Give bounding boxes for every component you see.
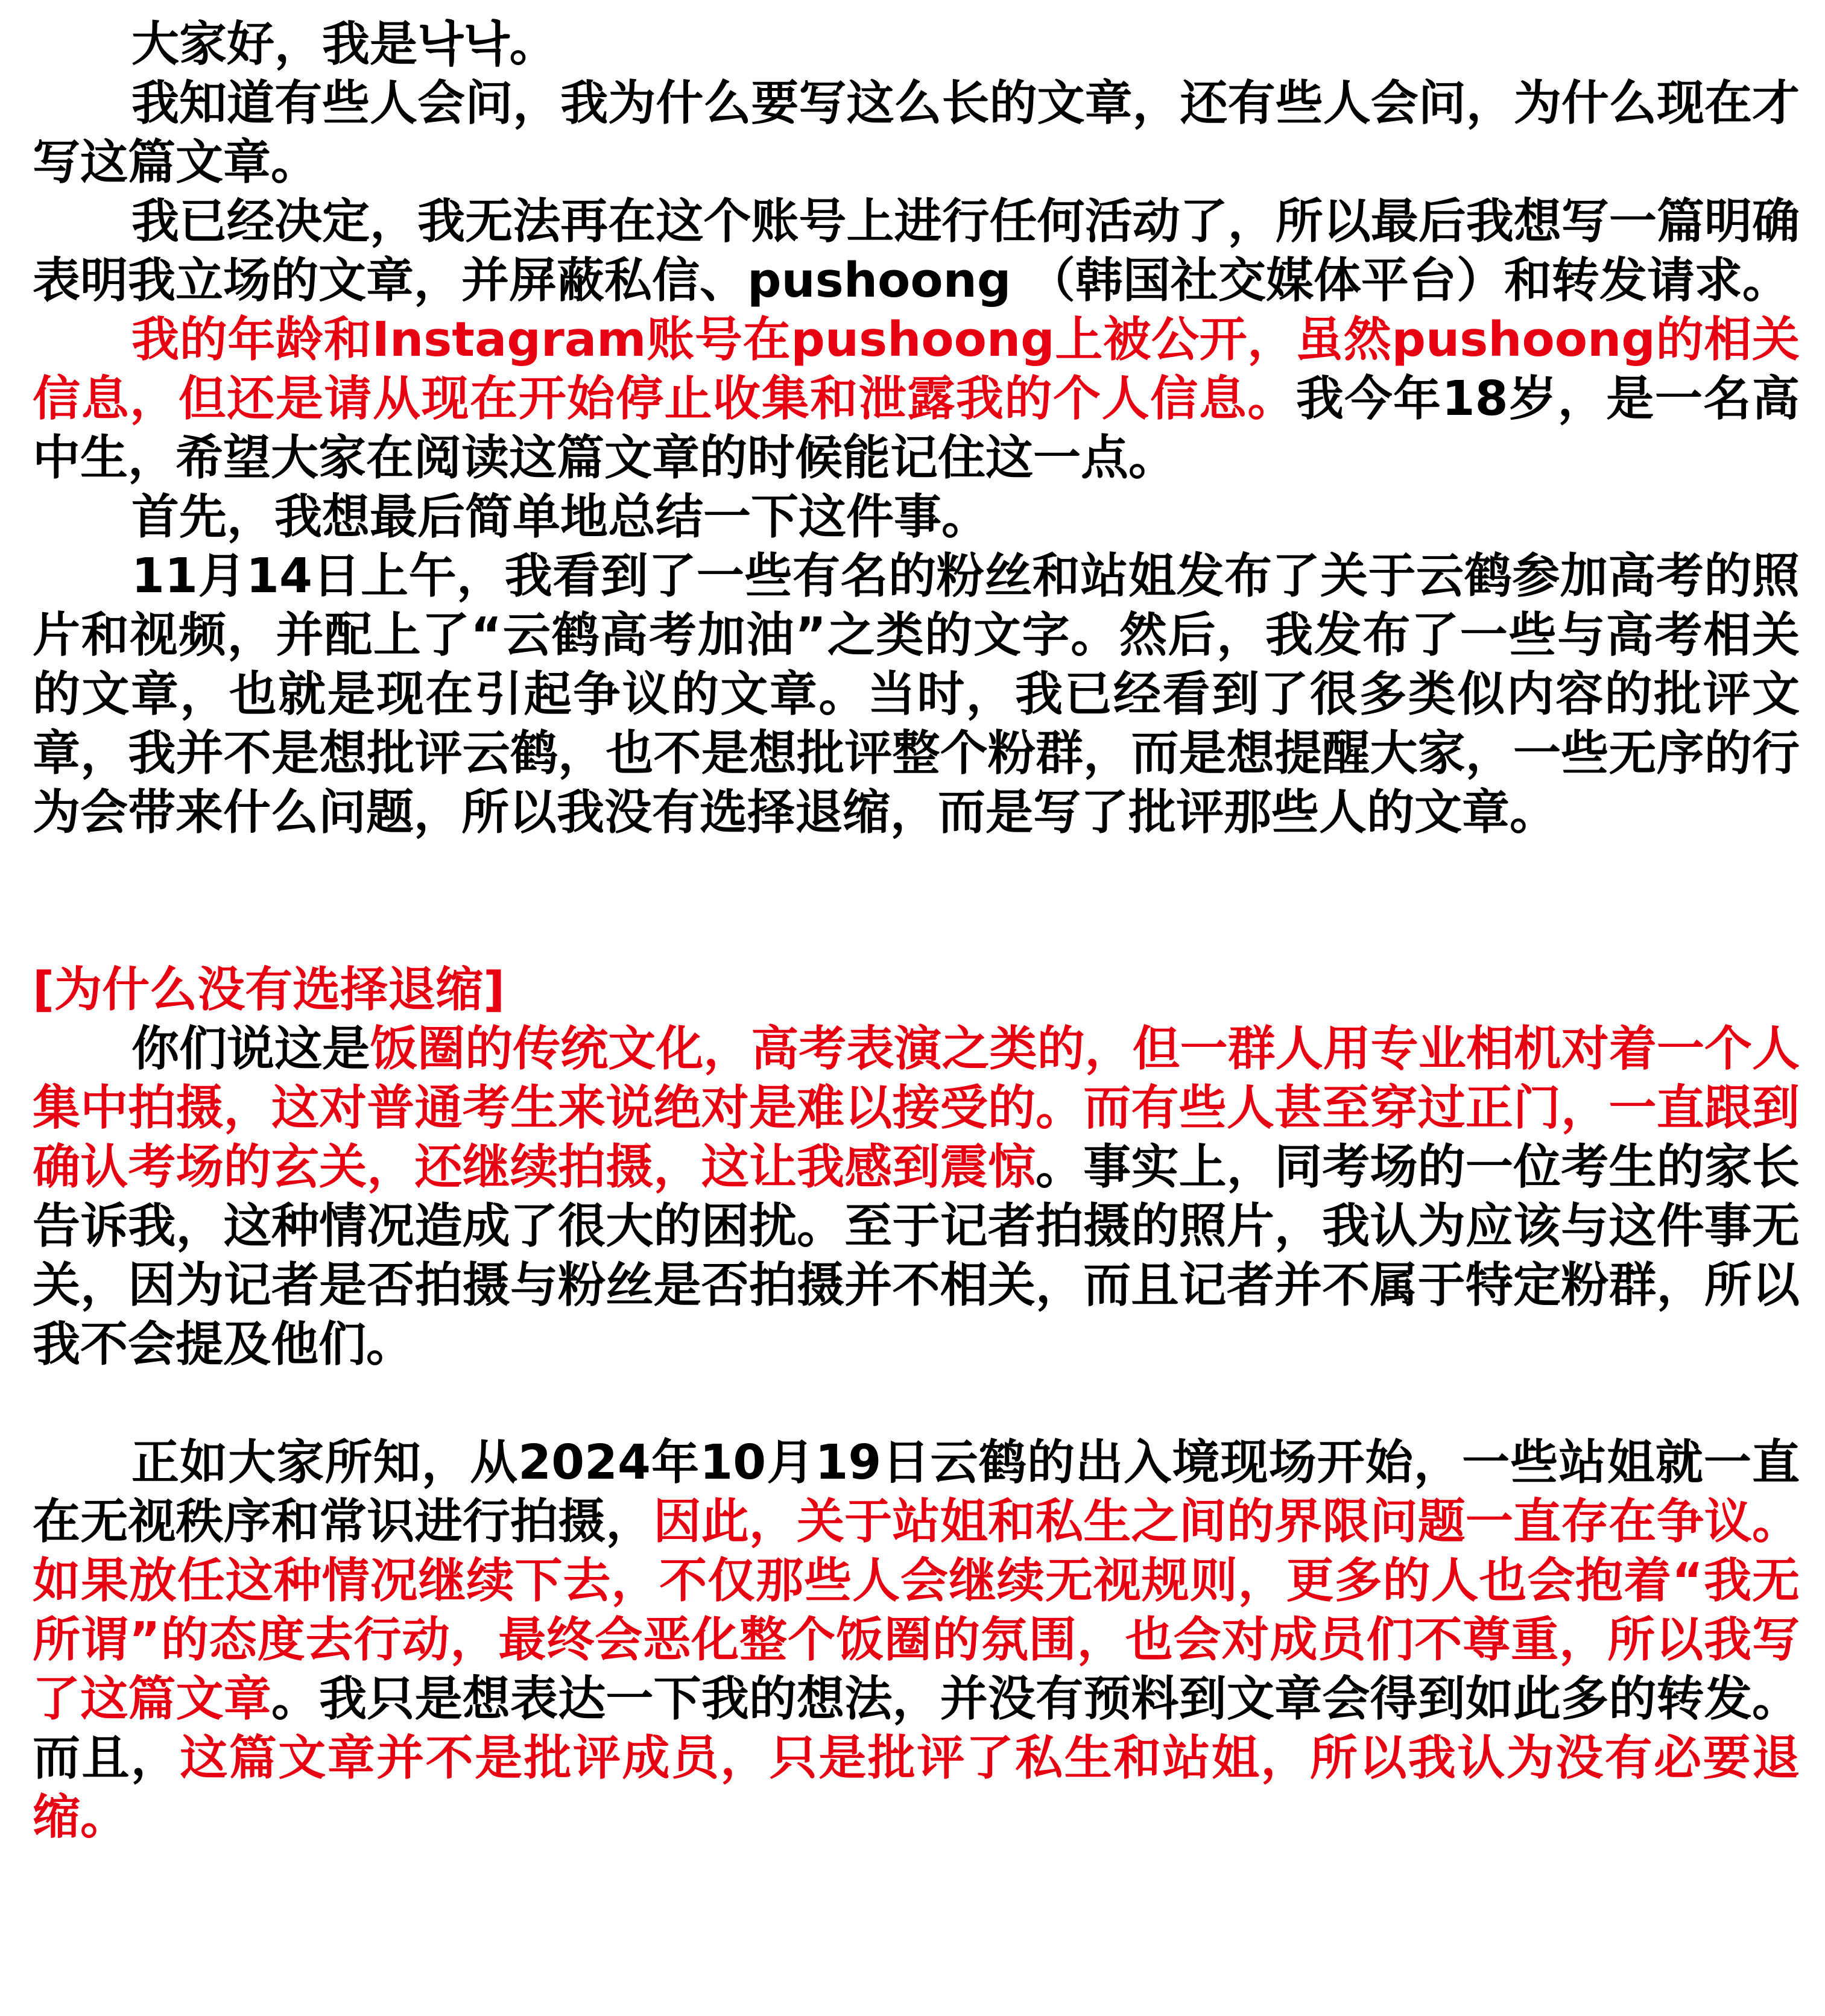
highlighted-text: 这篇文章并不是批评成员，只是批评了私生和站姐，所以我认为没有必要退缩。 [33, 1730, 1800, 1845]
paragraph [33, 310, 1800, 487]
reason-section [33, 1019, 1800, 1374]
highlighted-text: 饭圈的传统文化，高考表演之类的，但一群人用专业相机对着一个人集中拍摄，这对普通考生来说绝对是难以接受的。而有些人甚至穿过正门，一直跟到确认考场的玄关，还继续拍摄，这让我感到震惊 [33, 1021, 1800, 1195]
body-text: 大家好，我是낙낙。 [131, 16, 557, 72]
spacer [33, 842, 1800, 960]
intro-section [33, 14, 1800, 842]
body-text: 你们说这是 [131, 1021, 370, 1076]
body-text: 正如大家所知，从2024年10月19日云鹤的出入境现场开始，一些站姐就一直在无视秩序和常识进行拍摄， [33, 1435, 1800, 1549]
highlighted-text: 我的年龄和Instagram账号在pushoong上被公开，虽然pushoong的相关信息，但还是请从现在开始停止收集和泄露我的个人信息。 [33, 312, 1800, 426]
body-text: 。我只是想表达一下我的想法，并没有预料到文章会得到如此多的转发。而且， [33, 1671, 1800, 1786]
body-text: 我知道有些人会问，我为什么要写这么长的文章，还有些人会问，为什么现在才写这篇文章。 [33, 75, 1800, 190]
paragraph [33, 1433, 1800, 1847]
highlighted-text: 因此，关于站姐和私生之间的界限问题一直存在争议。如果放任这种情况继续下去，不仅那些人会继续无视规则，更多的人也会抱着“我无所谓”的态度去行动，最终会恶化整个饭圈的氛围，也会对成员们不尊重，所以我写了这篇文章 [33, 1494, 1800, 1727]
body-text: 我已经决定，我无法再在这个账号上进行任何活动了，所以最后我想写一篇明确表明我立场的文章，并屏蔽私信、pushoong （韩国社交媒体平台）和转发请求。 [33, 194, 1800, 308]
body-text: 11月14日上午，我看到了一些有名的粉丝和站姐发布了关于云鹤参加高考的照片和视频，并配上了“云鹤高考加油”之类的文字。然后，我发布了一些与高考相关的文章，也就是现在引起争议的文章。当时，我已经看到了很多类似内容的批评文章，我并不是想批评云鹤，也不是想批评整个粉群，而是想提醒大家，一些无序的行为会带来什么问题，所以我没有选择退缩，而是写了批评那些人的文章。 [33, 548, 1800, 840]
body-text: 我今年18岁，是一名高中生，希望大家在阅读这篇文章的时候能记住这一点。 [33, 371, 1800, 485]
section-heading: [为什么没有选择退缩] [33, 962, 505, 1017]
spacer [33, 1374, 1800, 1433]
article-body [33, 14, 1800, 1847]
body-text: 。事实上，同考场的一位考生的家长告诉我，这种情况造成了很大的困扰。至于记者拍摄的照片，我认为应该与这件事无关，因为记者是否拍摄与粉丝是否拍摄并不相关，而且记者并不属于特定粉群，所以我不会提及他们。 [33, 1139, 1800, 1372]
paragraph [33, 192, 1800, 310]
paragraph [33, 487, 1800, 546]
paragraph [33, 74, 1800, 192]
body-text: 首先，我想最后简单地总结一下这件事。 [131, 489, 989, 545]
paragraph [33, 1019, 1800, 1374]
paragraph [33, 14, 1800, 74]
paragraph [33, 546, 1800, 842]
closing-section [33, 1433, 1800, 1847]
